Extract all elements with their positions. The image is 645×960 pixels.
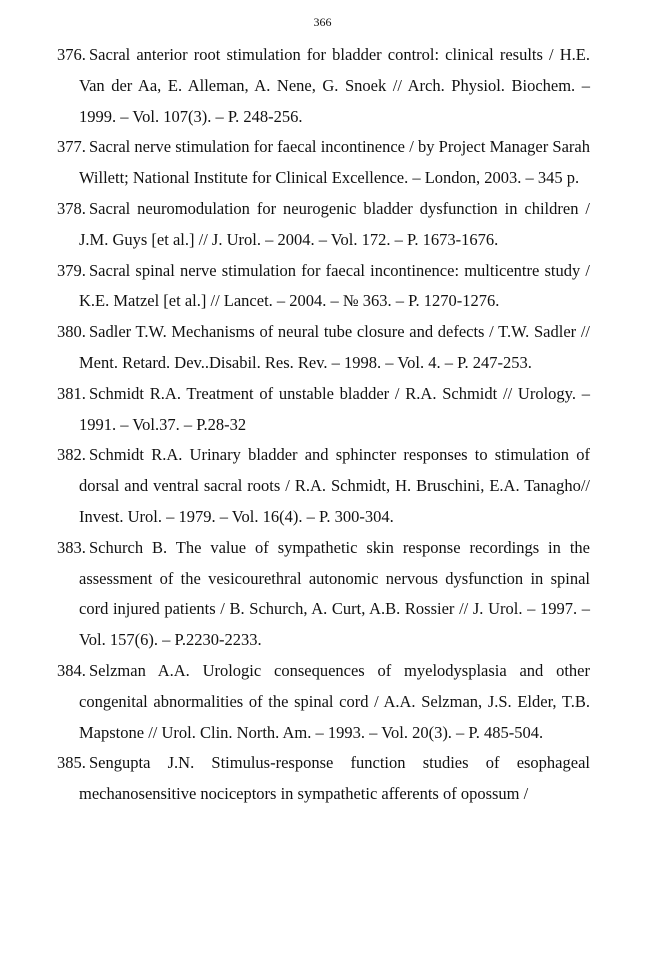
reference-text: Sadler T.W. Mechanisms of neural tube closure and defects / T.W. Sadler // Ment. Retard. Dev..Disabil. Res. Rev. – 1998. – Vol. 4. – P. 247-253. [79,322,590,372]
reference-number: 381. [57,383,86,403]
reference-text: Schmidt R.A. Urinary bladder and sphincter responses to stimulation of dorsal and ventral sacral roots / R.A. Schmidt, H. Bruschini, E.A. Tanagho// Invest. Urol. – 1979. – Vol. 16(4). – P. 300-304. [79,445,590,526]
reference-number: 383. [57,537,86,557]
reference-text: Selzman A.A. Urologic consequences of myelodysplasia and other congenital abnormalities of the spinal cord / A.A. Selzman, J.S. Elder, T.B. Mapstone // Urol. Clin. North. Am. – 1993. – Vol. 20(3). – P. 485-504. [79,660,590,742]
reference-item [57,656,590,748]
page-number: 366 [313,15,332,29]
reference-number: 377. [57,137,86,157]
reference-text: Sacral spinal nerve stimulation for faecal incontinence: multicentre study / K.E. Matzel [et al.] // Lancet. – 2004. – № 363. – P. 1270-1276. [79,260,590,311]
reference-item [57,379,590,441]
reference-number: 376. [57,45,86,64]
reference-text: Schurch B. The value of sympathetic skin response recordings in the assessment of the vesicourethral autonomic nervous dysfunction in spinal cord injured patients / B. Schurch, A. Curt, A.B. Rossier // J. Urol. – 1997. – Vol. 157(6). – P.2230-2233. [79,537,590,650]
reference-text: Sacral anterior root stimulation for bladder control: clinical results / H.E. Van der Aa, E. Alleman, A. Nene, G. Snoek // Arch. Physiol. Biochem. – 1999. – Vol. 107(3). – P. 248-256. [79,45,590,126]
reference-list [57,40,590,810]
reference-item [57,317,590,379]
reference-number: 378. [57,198,86,218]
reference-text: Sacral neuromodulation for neurogenic bladder dysfunction in children / J.M. Guys [et al.] // J. Urol. – 2004. – Vol. 172. – P. 1673-1676. [79,198,590,249]
reference-number: 382. [57,445,86,465]
reference-number: 380. [57,322,86,342]
reference-item [57,194,590,256]
reference-text: Sengupta J.N. Stimulus-response function studies of esophageal mechanosensitive nociceptors in sympathetic afferents of opossum / [79,753,590,804]
reference-item [57,256,590,318]
reference-text: Schmidt R.A. Treatment of unstable bladder / R.A. Schmidt // Urology. – 1991. – Vol.37. – P.28-32 [79,383,590,434]
reference-item [57,132,590,194]
reference-item [57,40,590,132]
reference-number: 379. [57,260,86,280]
reference-item [57,748,590,810]
reference-number: 384. [57,660,86,680]
reference-number: 385. [57,753,86,773]
reference-text: Sacral nerve stimulation for faecal incontinence / by Project Manager Sarah Willett; National Institute for Clinical Excellence. – London, 2003. – 345 p. [79,137,590,188]
reference-item [57,533,590,656]
reference-item [57,440,590,532]
